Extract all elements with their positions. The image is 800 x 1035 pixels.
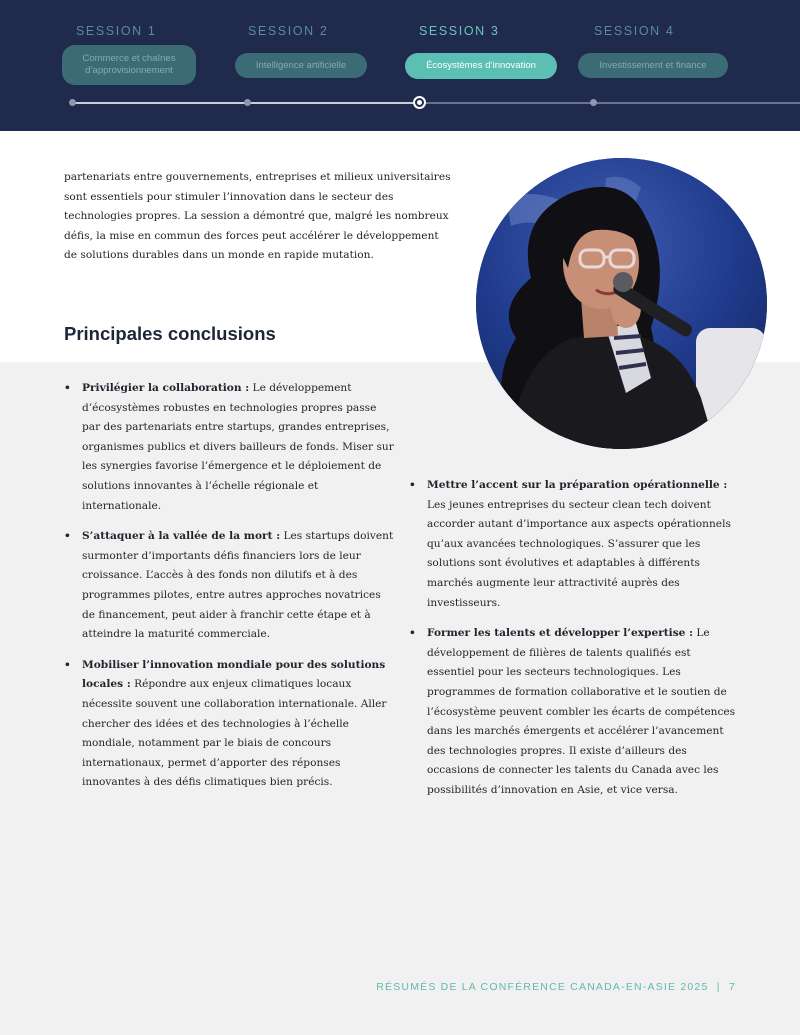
list-item (64, 379, 394, 516)
list-item (409, 476, 739, 613)
conclusions-column-right (409, 476, 739, 812)
bullet-lead: Mettre l’accent sur la préparation opérationnelle : (427, 479, 728, 491)
list-item (64, 656, 394, 793)
intro-paragraph: partenariats entre gouvernements, entreprises et milieux universitaires sont essentiels pour stimuler l’innovation dans le secteur des technologies propres. La session a démontré que, malgré les nombreux défis, la mise en commun des forces peut accélérer le développement de solutions durables dans un monde en rapide mutation. (64, 171, 451, 262)
bullet-lead: S’attaquer à la vallée de la mort : (82, 530, 281, 543)
list-item (64, 527, 394, 645)
footer-separator: | (716, 981, 721, 993)
speaker-photo (476, 158, 767, 449)
bullet-text: Le développement d’écosystèmes robustes en technologies propres passe par des partenariats entre startups, grandes entreprises, organismes publics et divers bailleurs de fonds. Miser sur les synergies favorise l’émergence et le déploiement de solutions innovantes à l’échelle régionale et internationale. (82, 382, 394, 512)
bullet-lead: Mobiliser l’innovation mondiale pour des solutions locales : (82, 658, 386, 691)
bullet-text: Les startups doivent surmonter d’importants défis financiers lors de leur croissance. L’accès à des fonds non dilutifs et à des programmes pilotes, entre autres approches novatrices de financement, peut aider à franchir cette étape et à atteindre la maturité commerciale. (82, 530, 394, 641)
page-number: 7 (728, 981, 736, 993)
session-title-pill[interactable]: Intelligence artificielle (235, 53, 367, 78)
session-label: SESSION 2 (248, 24, 329, 38)
footer-title: RÉSUMÉS DE LA CONFÉRENCE CANADA-EN-ASIE 2025 (376, 981, 709, 993)
bullet-text: Répondre aux enjeux climatiques locaux nécessite souvent une collaboration internationale. Aller chercher des idées et des technologies à l’échelle mondiale, notamment par le biais de concours internationaux, permet d’apporter des réponses innovantes à des défis climatiques bien précis. (82, 678, 387, 789)
session-label: SESSION 3 (419, 24, 500, 38)
session-label: SESSION 4 (594, 24, 675, 38)
speaker-illustration (476, 158, 767, 449)
section-heading: Principales conclusions (64, 323, 276, 344)
bullet-lead: Former les talents et développer l’expertise : (427, 627, 693, 640)
session-title-pill[interactable]: Commerce et chaînes d’approvisionnement (62, 45, 196, 85)
list-item (409, 624, 739, 800)
session-title-pill[interactable]: Investissement et finance (578, 53, 728, 78)
timeline-dot (69, 99, 76, 106)
timeline-dot (244, 99, 251, 106)
bullet-text: Le développement de filières de talents qualifiés est essentiel pour les secteurs technologiques. Les programmes de formation collaborative et le soutien de l’écosystème peuvent combler les écarts de compétences dans les marchés émergents et accélérer l’avancement des technologies propres. Il existe d’ailleurs des occasions de connecter les talents du Canada avec les possibilités d’innovation en Asie, et vice versa. (427, 627, 736, 796)
session-label: SESSION 1 (76, 24, 157, 38)
session-title-pill[interactable]: Écosystèmes d’innovation (405, 53, 557, 79)
conclusions-column-left (64, 379, 394, 804)
bullet-lead: Privilégier la collaboration : (82, 382, 250, 394)
timeline-current-marker (413, 96, 426, 109)
page-footer (376, 981, 736, 993)
timeline-dot (590, 99, 597, 106)
session-progress-header (0, 0, 800, 131)
bullet-text: Les jeunes entreprises du secteur clean tech doivent accorder autant d’importance aux aspects opérationnels qu’aux avancées technologiques. S’assurer que les solutions sont évolutives et adaptables à différents marchés augmente leur attractivité auprès des investisseurs. (427, 498, 731, 609)
